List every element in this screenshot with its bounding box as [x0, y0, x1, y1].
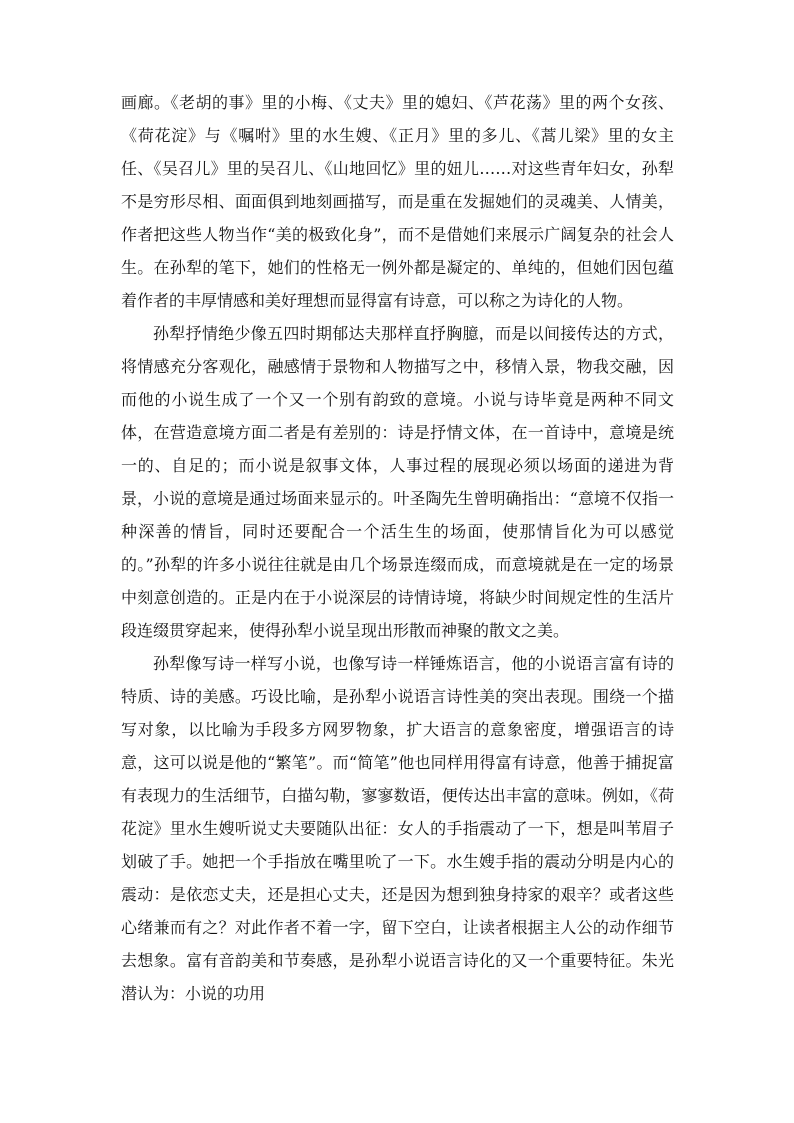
paragraph-1: 画廊。《老胡的事》里的小梅、《丈夫》里的媳妇、《芦花荡》里的两个女孩、《荷花淀》与《嘱咐》里的水生嫂、《正月》里的多儿、《蒿儿梁》里的女主任、《吴召儿》里的吴召儿、《山地回忆》里的妞儿……对这些青年妇女，孙犁不是穷形尽相、面面俱到地刻画描写，而是重在发掘她们的灵魂美、人情美，作者把这些人物当作“美的极致化身”，而不是借她们来展示广阔复杂的社会人生。在孙犁的笔下，她们的性格无一例外都是凝定的、单纯的，但她们因包蕴着作者的丰厚情感和美好理想而显得富有诗意，可以称之为诗化的人物。	[121, 93, 674, 310]
body-text	[121, 86, 674, 1010]
paragraph-2: 孙犁抒情绝少像五四时期郁达夫那样直抒胸臆，而是以间接传达的方式，将情感充分客观化，融感情于景物和人物描写之中，移情入景，物我交融，因而他的小说生成了一个又一个别有韵致的意境。小说与诗毕竟是两种不同文体，在营造意境方面二者是有差别的：诗是抒情文体，在一首诗中，意境是统一的、自足的；而小说是叙事文体，人事过程的展现必须以场面的递进为背景，小说的意境是通过场面来显示的。叶圣陶先生曾明确指出：“意境不仅指一种深善的情旨，同时还要配合一个活生生的场面，使那情旨化为可以感觉的。”孙犁的许多小说往往就是由几个场景连缀而成，而意境就是在一定的场景中刻意创造的。正是内在于小说深层的诗情诗境，将缺少时间规定性的生活片段连缀贯穿起来，使得孙犁小说呈现出形散而神聚的散文之美。	[121, 324, 674, 640]
paragraph-3: 孙犁像写诗一样写小说，也像写诗一样锤炼语言，他的小说语言富有诗的特质、诗的美感。巧设比喻，是孙犁小说语言诗性美的突出表现。围绕一个描写对象，以比喻为手段多方网罗物象，扩大语言的意象密度，增强语言的诗意，这可以说是他的“繁笔”。而“简笔”他也同样用得富有诗意，他善于捕捉富有表现力的生活细节，白描勾勒，寥寥数语，便传达出丰富的意味。例如，《荷花淀》里水生嫂听说丈夫要随队出征：女人的手指震动了一下，想是叫苇眉子划破了手。她把一个手指放在嘴里吮了一下。水生嫂手指的震动分明是内心的震动：是依恋丈夫，还是担心丈夫，还是因为想到独身持家的艰辛？或者这些心绪兼而有之？对此作者不着一字，留下空白，让读者根据主人公的动作细节去想象。富有音韵美和节奏感，是孙犁小说语言诗化的又一个重要特征。朱光潜认为：小说的功用	[121, 654, 674, 1003]
